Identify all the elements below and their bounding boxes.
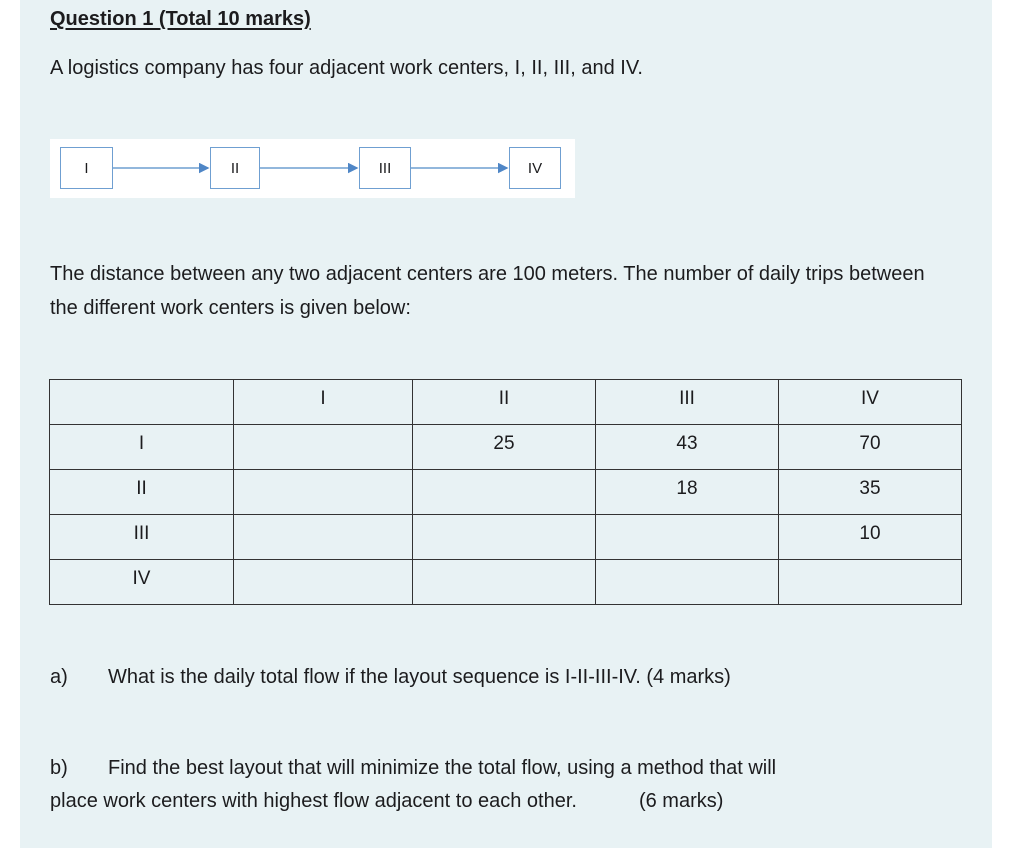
- row-label-cell: III: [50, 515, 234, 560]
- part-b-line-1: [50, 752, 776, 785]
- table-cell: [234, 560, 413, 605]
- work-center-node-iii: III: [359, 147, 411, 189]
- part-b-marks: (6 marks): [638, 790, 724, 812]
- table-cell: 35: [779, 470, 962, 515]
- table-row: [50, 560, 962, 605]
- table-cell: 18: [596, 470, 779, 515]
- work-center-node-iv: IV: [509, 147, 561, 189]
- header-cell-iv: IV: [779, 380, 962, 425]
- table-row: [50, 515, 962, 560]
- work-center-flow-diagram: [50, 139, 575, 198]
- part-b-label: b): [50, 757, 68, 779]
- table-row: [50, 425, 962, 470]
- question-title: Question 1 (Total 10 marks): [50, 8, 311, 30]
- table-cell: [234, 515, 413, 560]
- intro-text: A logistics company has four adjacent work centers, I, II, III, and IV.: [50, 57, 643, 79]
- table-cell: [234, 425, 413, 470]
- table-cell: [234, 470, 413, 515]
- table-cell: [596, 515, 779, 560]
- row-label-cell: II: [50, 470, 234, 515]
- part-b-line-2: [50, 785, 723, 818]
- work-center-node-ii: II: [210, 147, 260, 189]
- table-cell: [413, 515, 596, 560]
- table-cell: 25: [413, 425, 596, 470]
- table-cell: 43: [596, 425, 779, 470]
- table-cell: [413, 470, 596, 515]
- part-b-text-line-1: Find the best layout that will minimize the total flow, using a method that will: [108, 757, 777, 779]
- header-cell-ii: II: [413, 380, 596, 425]
- table-header-row: [50, 380, 962, 425]
- description-text: The distance between any two adjacent centers are 100 meters. The number of daily trips between the different work centers is given below:: [50, 263, 925, 319]
- flow-arrows: [50, 139, 575, 198]
- header-cell-i: I: [234, 380, 413, 425]
- part-a-text: What is the daily total flow if the layout sequence is I-II-III-IV. (4 marks): [108, 666, 731, 688]
- part-a-label: a): [50, 666, 68, 688]
- table-cell: 70: [779, 425, 962, 470]
- table-cell: [779, 560, 962, 605]
- header-cell-corner: [50, 380, 234, 425]
- table-cell: 10: [779, 515, 962, 560]
- daily-trips-table: [49, 379, 962, 605]
- header-cell-iii: III: [596, 380, 779, 425]
- table-cell: [413, 560, 596, 605]
- work-center-node-i: I: [60, 147, 113, 189]
- row-label-cell: IV: [50, 560, 234, 605]
- row-label-cell: I: [50, 425, 234, 470]
- table-row: [50, 470, 962, 515]
- part-b-text-line-2: place work centers with highest flow adjacent to each other.: [50, 790, 577, 812]
- table-cell: [596, 560, 779, 605]
